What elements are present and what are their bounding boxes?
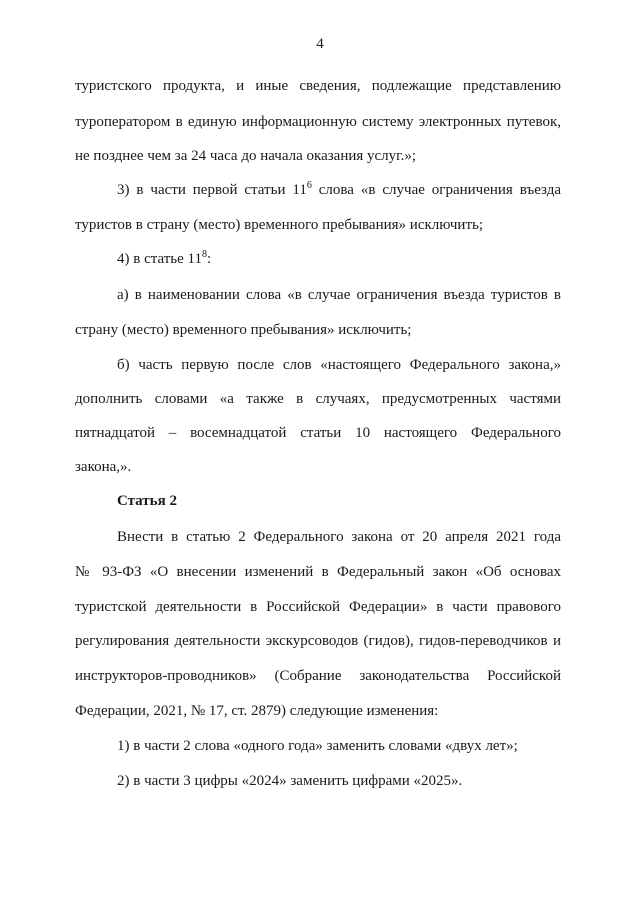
text-line: регулирования деятельности экскурсоводов (гидов), гидов-переводчиков и	[75, 633, 561, 649]
superscript: 6	[306, 180, 312, 191]
text-line: туристов в страну (место) временного пребывания» исключить;	[75, 217, 484, 233]
text-line: страну (место) временного пребывания» исключить;	[75, 322, 412, 338]
text-line: 1) в части 2 слова «одного года» заменить словами «двух лет»;	[117, 738, 518, 754]
text-fragment: 4) в статье 11	[117, 251, 202, 267]
article-heading: Статья 2	[117, 493, 177, 509]
text-line: а) в наименовании слова «в случае ограничения въезда туристов в	[117, 287, 561, 303]
text-line: инструкторов-проводников» (Собрание законодательства Российской	[75, 668, 561, 684]
text-line	[117, 250, 561, 268]
text-line	[117, 181, 561, 199]
text-line: б) часть первую после слов «настоящего Федерального закона,»	[117, 357, 561, 373]
text-fragment: 3) в части первой статьи 11	[117, 182, 307, 198]
text-line: туроператором в единую информационную систему электронных путевок,	[75, 114, 561, 130]
text-line: дополнить словами «а также в случаях, предусмотренных частями	[75, 391, 561, 407]
text-line: туристской деятельности в Российской Федерации» в части правового	[75, 599, 561, 615]
text-fragment: слова «в случае ограничения въезда	[311, 182, 562, 198]
text-line: не позднее чем за 24 часа до начала оказания услуг.»;	[75, 148, 417, 164]
text-fragment: :	[207, 251, 212, 267]
text-line: № 93-ФЗ «О внесении изменений в Федеральный закон «Об основах	[75, 564, 561, 580]
text-line: Федерации, 2021, № 17, ст. 2879) следующие изменения:	[75, 703, 439, 719]
text-line: туристского продукта, и иные сведения, подлежащие представлению	[75, 78, 561, 94]
page-number: 4	[316, 36, 324, 52]
text-line: 2) в части 3 цифры «2024» заменить цифрами «2025».	[117, 773, 463, 789]
superscript: 8	[202, 249, 207, 260]
text-line: Внести в статью 2 Федерального закона от 20 апреля 2021 года	[117, 529, 561, 545]
text-line: пятнадцатой – восемнадцатой статьи 10 настоящего Федерального	[75, 425, 561, 441]
text-line: закона,».	[75, 459, 132, 475]
